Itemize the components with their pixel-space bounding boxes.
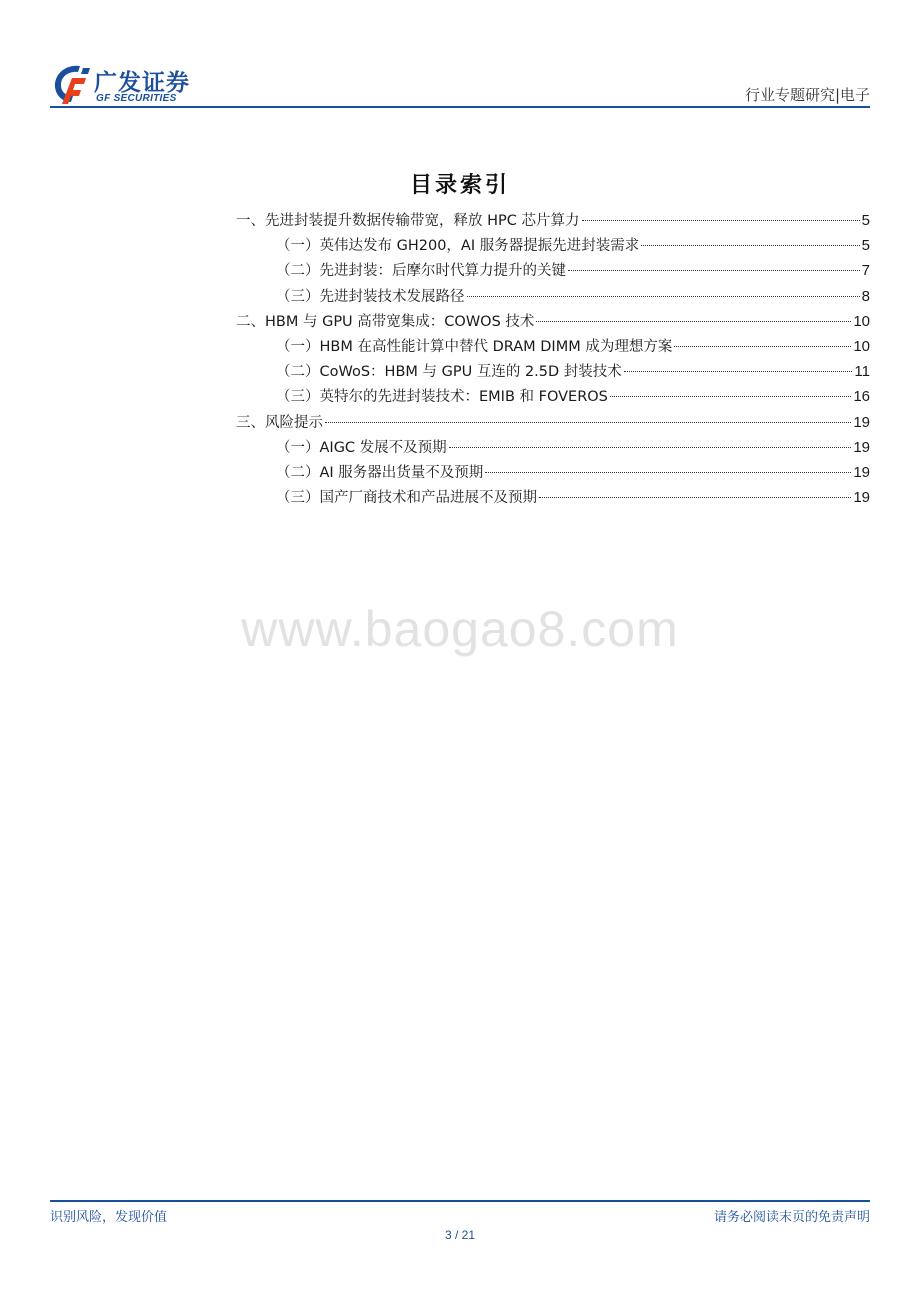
toc-dot-leader xyxy=(641,245,859,246)
toc-entry-page: 7 xyxy=(861,262,870,280)
toc-entry-text: 二、HBM 与 GPU 高带宽集成：COWOS 技术 xyxy=(236,313,535,330)
toc-entry[interactable] xyxy=(236,233,870,258)
toc-entry-text: （二）CoWoS：HBM 与 GPU 互连的 2.5D 封装技术 xyxy=(276,364,622,381)
toc-entry-text: （二）AI 服务器出货量不及预期 xyxy=(276,464,484,481)
gf-securities-logo xyxy=(50,62,250,104)
toc-entry[interactable] xyxy=(236,208,870,233)
toc-entry-text: （三）先进封装技术发展路径 xyxy=(276,288,465,305)
toc-entry-page: 16 xyxy=(853,388,870,406)
toc-entry-text: （三）英特尔的先进封装技术：EMIB 和 FOVEROS xyxy=(276,389,608,406)
toc-dot-leader xyxy=(674,346,851,347)
toc-entry[interactable] xyxy=(236,258,870,283)
toc-entry[interactable] xyxy=(236,384,870,409)
toc-entry-text: （一）英伟达发布 GH200，AI 服务器提振先进封装需求 xyxy=(276,238,640,255)
toc-dot-leader xyxy=(610,396,851,397)
toc-dot-leader xyxy=(325,422,851,423)
toc-entry-text: （一）HBM 在高性能计算中替代 DRAM DIMM 成为理想方案 xyxy=(276,338,673,355)
footer-disclaimer-link[interactable]: 请务必阅读末页的免责声明 xyxy=(713,1210,870,1225)
toc-entry[interactable] xyxy=(236,460,870,485)
page-header xyxy=(50,58,870,108)
table-of-contents xyxy=(236,208,870,510)
toc-dot-leader xyxy=(449,447,852,448)
toc-entry-page: 19 xyxy=(853,438,870,456)
toc-entry-text: （二）先进封装：后摩尔时代算力提升的关键 xyxy=(276,263,566,280)
toc-dot-leader xyxy=(568,270,860,271)
toc-entry-page: 10 xyxy=(853,337,870,355)
toc-entry-text: 三、风险提示 xyxy=(236,414,323,431)
toc-entry-page: 5 xyxy=(861,237,870,255)
toc-dot-leader xyxy=(467,296,860,297)
toc-dot-leader xyxy=(582,220,860,221)
toc-entry[interactable] xyxy=(236,359,870,384)
toc-entry[interactable] xyxy=(236,435,870,460)
report-type-label: 行业专题研究|电子 xyxy=(744,86,870,104)
toc-entry-text: （一）AIGC 发展不及预期 xyxy=(276,439,447,456)
toc-entry[interactable] xyxy=(236,410,870,435)
gf-logo-icon xyxy=(50,62,92,104)
logo-chinese-name: 广发证券 xyxy=(94,70,190,96)
watermark-text: www.baogao8.com xyxy=(241,601,679,657)
toc-dot-leader xyxy=(539,497,851,498)
toc-entry-page: 19 xyxy=(853,413,870,431)
toc-entry-page: 5 xyxy=(861,212,870,229)
footer-slogan: 识别风险，发现价值 xyxy=(50,1210,168,1225)
footer-divider xyxy=(50,1200,870,1202)
logo-english-name: GF SECURITIES xyxy=(96,93,177,104)
toc-entry[interactable] xyxy=(236,309,870,334)
toc-entry[interactable] xyxy=(236,485,870,510)
toc-entry-page: 11 xyxy=(854,363,870,381)
toc-dot-leader xyxy=(536,321,851,322)
toc-entry-page: 19 xyxy=(853,489,870,507)
header-divider xyxy=(50,106,870,108)
toc-dot-leader xyxy=(485,472,851,473)
toc-entry[interactable] xyxy=(236,284,870,309)
toc-entry-page: 10 xyxy=(853,312,870,330)
toc-entry[interactable] xyxy=(236,334,870,359)
toc-entry-page: 19 xyxy=(853,463,870,481)
toc-title: 目录索引 xyxy=(409,173,510,198)
toc-dot-leader xyxy=(624,371,853,372)
toc-entry-text: 一、先进封装提升数据传输带宽，释放 HPC 芯片算力 xyxy=(236,213,580,229)
toc-entry-page: 8 xyxy=(861,287,870,305)
toc-entry-text: （三）国产厂商技术和产品进展不及预期 xyxy=(276,490,537,507)
page-number: 3 / 21 xyxy=(444,1228,476,1242)
